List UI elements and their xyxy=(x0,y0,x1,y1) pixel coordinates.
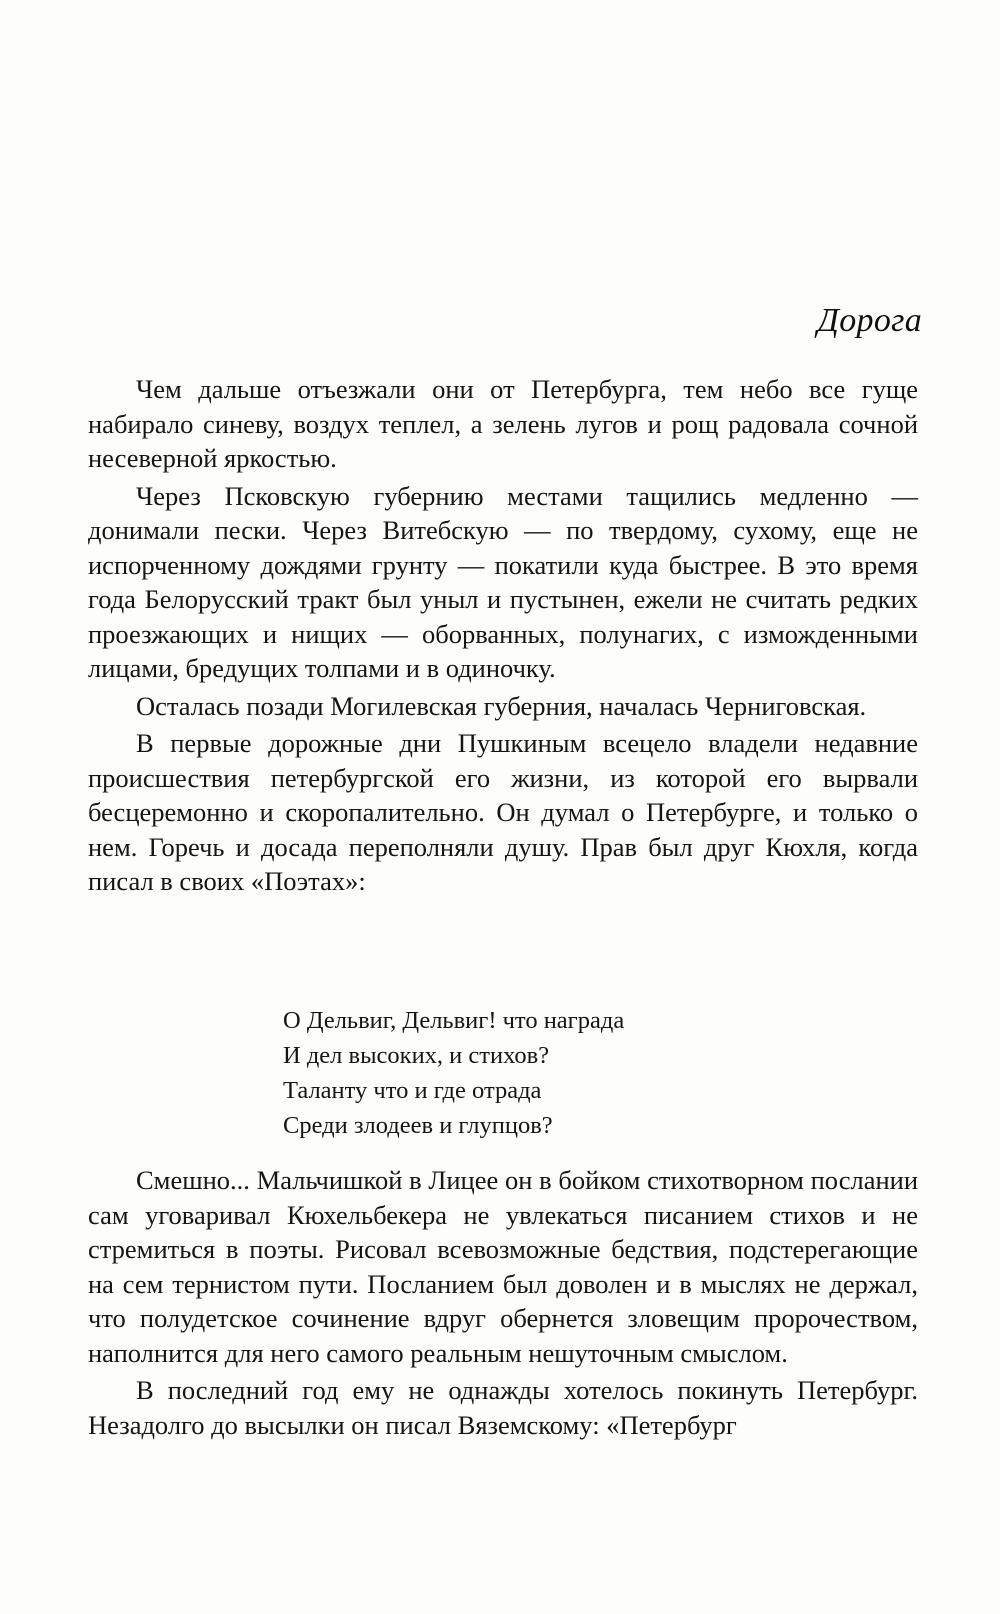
paragraph: В первые дорожные дни Пушкиным всецело владели недавние происшествия петербургской его жизни, из которой его вырвали бесцеремонно и скоропалительно. Он думал о Петербурге, и только о нем. Горечь и досада переполняли душу. Прав был друг Кюхля, когда писал в своих «Поэтах»: xyxy=(88,728,918,896)
paragraph: Чем дальше отъезжали они от Петербурга, тем небо все гуще набирало синеву, воздух теплел, а зелень лугов и рощ радовала сочной несеверной яркостью. xyxy=(88,374,918,473)
paragraph: Смешно... Мальчишкой в Лицее он в бойком стихотворном послании сам уговаривал Кюхельбекера не увлекаться писанием стихов и не стремиться в поэты. Рисовал всевозможные бедствия, подстерегающие на сем тернистом пути. Посланием был доволен и в мыслях не держал, что полудетское сочинение вдруг обернется зловещим пророчеством, наполнится для него самого реальным нешуточным смыслом. xyxy=(88,1165,918,1368)
verse-line: Среди злодеев и глупцов? xyxy=(283,1112,553,1139)
text-block-after-verse xyxy=(88,1163,918,1442)
verse-quote xyxy=(283,1003,783,1143)
text-block-before-verse xyxy=(88,372,918,899)
verse-line: И дел высоких, и стихов? xyxy=(283,1042,550,1069)
paragraph: Осталась позади Могилевская губерния, началась Черниговская. xyxy=(136,690,867,721)
verse-line: Таланту что и где отрада xyxy=(283,1077,542,1104)
paragraph: Через Псковскую губернию местами тащились медленно — донимали пески. Через Витебскую — по твердому, сухому, еще не испорченному дождями грунту — покатили куда быстрее. В это время года Белорусский тракт был уныл и пустынен, ежели не считать редких проезжающих и нищих — оборванных, полунагих, с изможденными лицами, бредущих толпами и в одиночку. xyxy=(88,480,918,683)
paragraph: В последний год ему не однажды хотелось покинуть Петербург. Незадолго до высылки он писал Вяземскому: «Петербург xyxy=(88,1375,918,1440)
verse-line: О Дельвиг, Дельвиг! что награда xyxy=(283,1007,625,1034)
chapter-title: Дорога xyxy=(817,302,922,339)
